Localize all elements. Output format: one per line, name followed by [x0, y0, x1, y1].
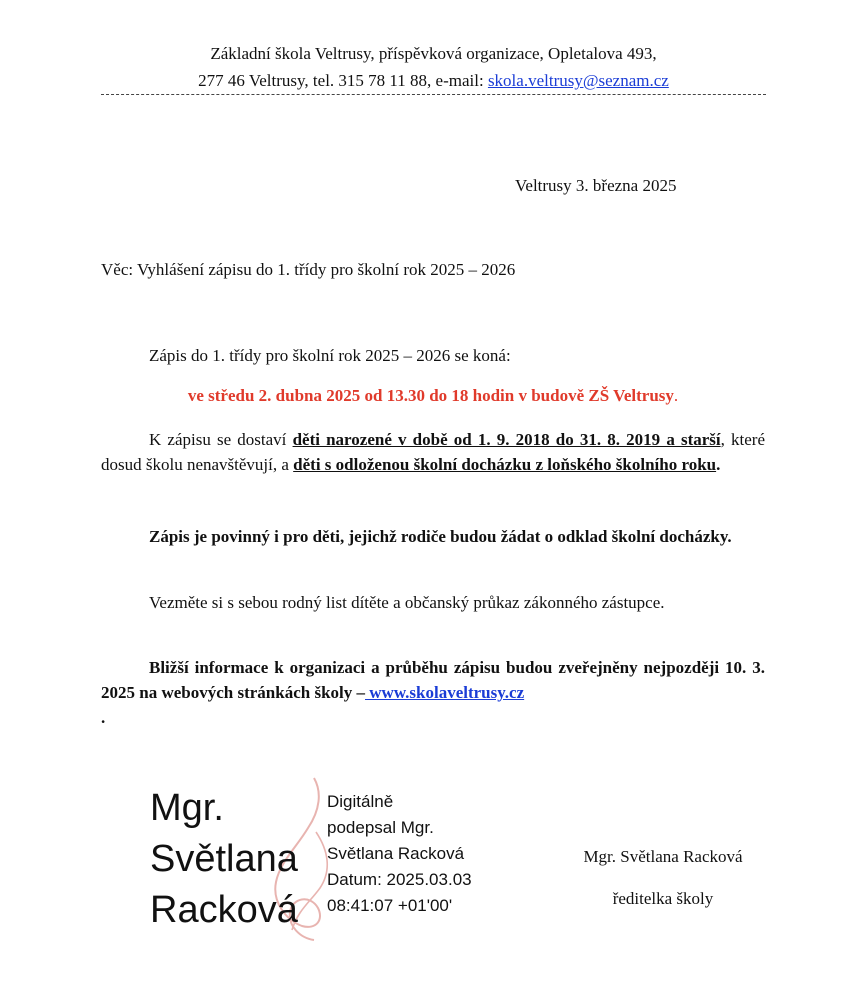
signature-name-line-1: Mgr.: [150, 787, 224, 829]
mandatory-text: Zápis je povinný i pro děti, jejichž rodiče budou žádat o odklad školní docházky.: [149, 527, 732, 546]
digital-signature-info: [327, 789, 472, 919]
documents-text: Vezměte si s sebou rodný list dítěte a občanský průkaz zákonného zástupce.: [149, 593, 665, 612]
director-block: [563, 836, 763, 920]
email-link[interactable]: skola.veltrusy@seznam.cz: [487, 71, 669, 90]
signature-info-line-5: 08:41:07 +01'00': [327, 896, 453, 915]
paragraph-intro-text: Zápis do 1. třídy pro školní rok 2025 – 2026 se koná:: [149, 346, 511, 365]
paragraph-mandatory: [101, 524, 765, 549]
signature-info-line-3: Světlana Racková: [327, 844, 465, 863]
director-name: Mgr. Světlana Racková: [583, 847, 743, 866]
more-info-text: Bližší informace k organizaci a průběhu zápisu budou zveřejněny nejpozději 10. 3. 2025 na webových stránkách školy –: [101, 658, 765, 702]
header-divider: [101, 94, 766, 95]
more-info-period: .: [101, 708, 106, 727]
enrollment-date-text: ve středu 2. dubna 2025 od 13.30 do 18 hodin v budově ZŠ Veltrusy: [187, 386, 674, 405]
paragraph-eligibility: [101, 427, 765, 477]
paragraph-enrollment-date: [101, 383, 765, 408]
director-title: ředitelka školy: [612, 889, 714, 908]
eligibility-text-a: K zápisu se dostaví: [149, 430, 293, 449]
signature-name-line-2: Světlana: [150, 838, 298, 880]
eligibility-period: .: [716, 455, 721, 474]
enrollment-date-period: .: [673, 386, 679, 405]
eligibility-text-c: , které dosud školu nenavštěvují, a: [101, 430, 765, 474]
paragraph-intro: [101, 343, 765, 368]
signature-info-line-1: Digitálně: [327, 792, 394, 811]
paragraph-more-info: [101, 655, 765, 730]
signature-info-line-4: Datum: 2025.03.03: [327, 870, 472, 889]
paragraph-documents: [101, 590, 765, 615]
letterhead: [0, 40, 867, 94]
school-website-link[interactable]: www.skolaveltrusy.cz: [365, 683, 525, 702]
signature-name: [150, 783, 298, 936]
letterhead-contact: 277 46 Veltrusy, tel. 315 78 11 88, e-mail:: [198, 71, 488, 90]
eligibility-age-range: děti narozené v době od 1. 9. 2018 do 31. 8. 2019 a starší: [292, 430, 721, 449]
letter-date: Veltrusy 3. března 2025: [515, 176, 677, 195]
signature-name-line-3: Racková: [150, 889, 298, 931]
letterhead-line-2: [0, 67, 867, 94]
letterhead-line-1: Základní škola Veltrusy, příspěvková organizace, Opletalova 493,: [210, 44, 657, 63]
signature-info-line-2: podepsal Mgr.: [327, 818, 434, 837]
eligibility-deferred-children: děti s odloženou školní docházku z loňského školního roku: [293, 455, 717, 474]
letter-subject: Věc: Vyhlášení zápisu do 1. třídy pro školní rok 2025 – 2026: [101, 260, 516, 279]
